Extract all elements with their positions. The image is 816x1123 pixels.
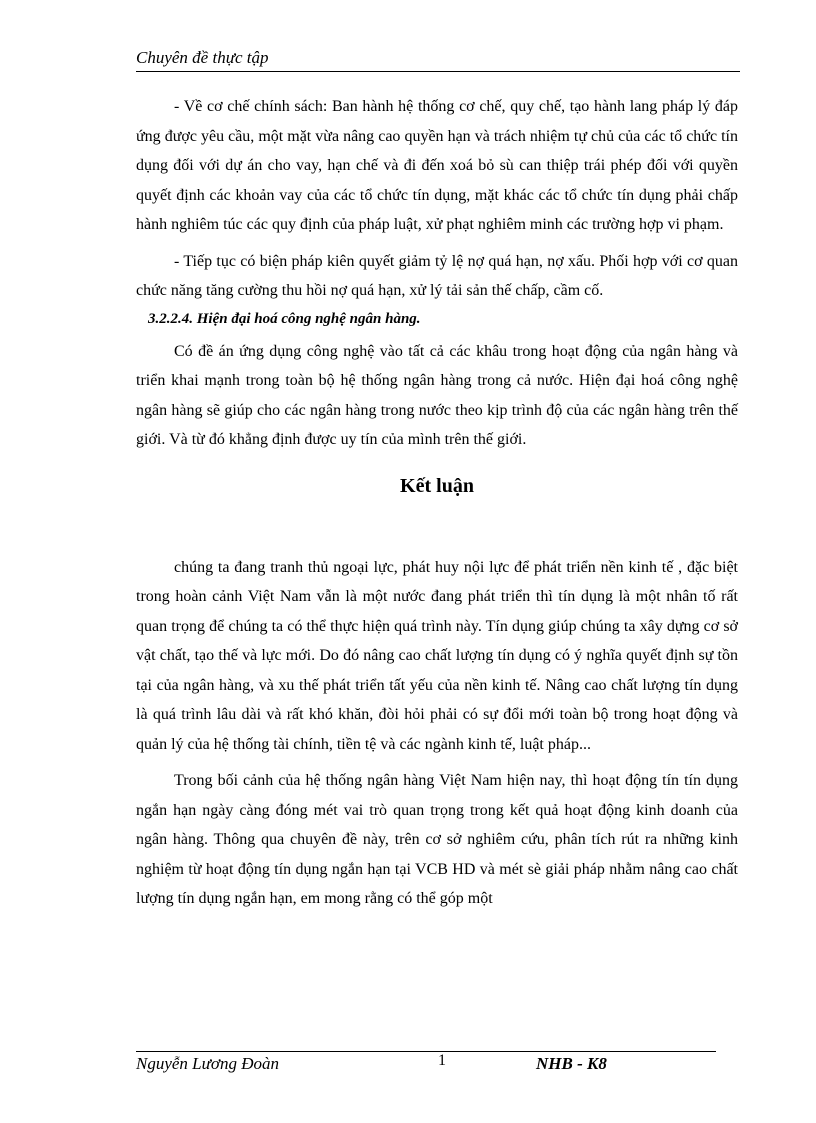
footer-class-code: NHB - K8 [536, 1054, 607, 1073]
paragraph-conclusion-context: Trong bối cảnh của hệ thống ngân hàng Việt Nam hiện nay, thì hoạt động tín tín dụng ngắn hạn ngày càng đóng mét vai trò quan trọng trong kết quả hoạt động kinh doanh của ngân hàng. Thông qua chuyên đề này, trên cơ sở nghiêm cứu, phân tích rút ra những kinh nghiệm từ hoạt động tín dụng ngắn hạn tại VCB HD và mét sè giải pháp nhằm nâng cao chất lượng tín dụng ngắn hạn, em mong rằng có thể góp một [136, 772, 738, 907]
footer-author: Nguyễn Lương Đoàn [136, 1054, 280, 1073]
header-title: Chuyên đề thực tập [136, 48, 269, 67]
paragraph-policy-mechanism: - Về cơ chế chính sách: Ban hành hệ thống cơ chế, quy chế, tạo hành lang pháp lý đáp ứng được yêu cầu, một mặt vừa nâng cao quyền hạn và trách nhiệm tự chủ của các tổ chức tín dụng đối với dự án cho vay, hạn chế và đi đến xoá bỏ sù can thiệp trái phép đối với quyền quyết định các khoản vay của các tổ chức tín dụng, mặt khác các tổ chức tín dụng phải chấp hành nghiêm túc các quy định của pháp luật, xử phạt nghiêm minh các trường hợp vi phạm. [136, 98, 738, 233]
paragraph-conclusion-intro: chúng ta đang tranh thủ ngoại lực, phát huy nội lực để phát triển nền kinh tế , đặc biệt trong hoàn cảnh Việt Nam vẫn là một nước đang phát triển thì tín dụng là một nhân tố rất quan trọng để chúng ta có thể thực hiện quá trình này. Tín dụng giúp chúng ta xây dựng cơ sở vật chất, tạo thế và lực mới. Do đó nâng cao chất lượng tín dụng có ý nghĩa quyết định sự tồn tại của ngân hàng, và xu thế phát triển tất yếu của nền kinh tế. Nâng cao chất lượng tín dụng là quá trình lâu dài và rất khó khăn, đòi hỏi phải có sự đổi mới toàn bộ trong hoạt động và quản lý của hệ thống tài chính, tiền tệ và các ngành kinh tế, luật pháp... [136, 558, 738, 753]
page-number: 1 [438, 1052, 446, 1069]
page-content [136, 92, 738, 914]
subsection-heading: 3.2.2.4. Hiện đại hoá công nghệ ngân hàng. [148, 310, 421, 327]
paragraph-bad-debt-measures: - Tiếp tục có biện pháp kiên quyết giảm tỷ lệ nợ quá hạn, nợ xấu. Phối hợp với cơ quan chức năng tăng cường thu hồi nợ quá hạn, xử lý tải sản thế chấp, cầm cố. [136, 252, 738, 299]
paragraph-technology-modernization: Có đề án ứng dụng công nghệ vào tất cả các khâu trong hoạt động của ngân hàng và triển khai mạnh trong toàn bộ hệ thống ngân hàng trong cả nước. Hiện đại hoá công nghệ ngân hàng sẽ giúp cho các ngân hàng trong nước theo kịp trình độ của các ngân hàng trên thế giới. Và từ đó khẳng định được uy tín của mình trên thế giới. [136, 342, 738, 448]
header-divider [136, 71, 740, 72]
conclusion-heading: Kết luận [400, 474, 474, 497]
footer-divider [136, 1051, 716, 1052]
